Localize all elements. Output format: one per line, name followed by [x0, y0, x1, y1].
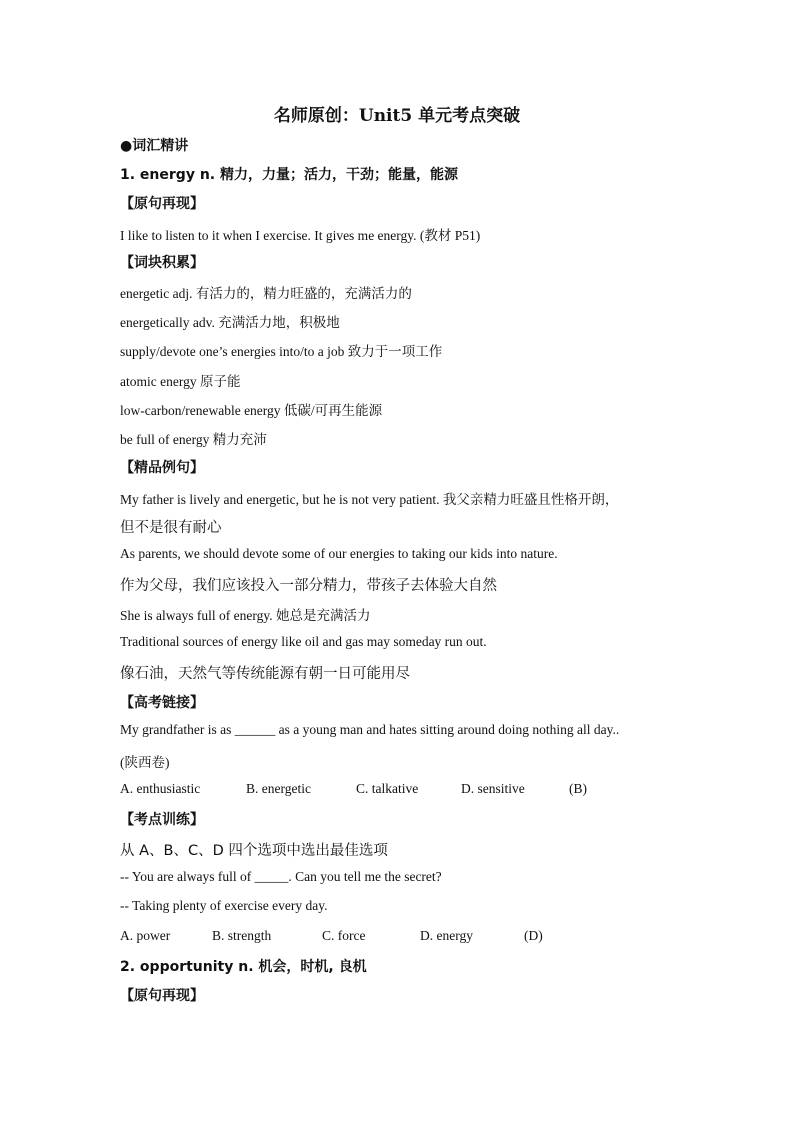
word1-gaokao-label: 【高考链接】	[120, 695, 204, 711]
cikuai-item: atomic energy 原子能	[120, 374, 241, 389]
word1-liju-label: 【精品例句】	[120, 460, 204, 476]
option-a: A. power	[120, 928, 171, 943]
kaodian-q1: -- You are always full of _____. Can you tell me the secret?	[120, 869, 442, 884]
word2-yuanju-label: 【原句再现】	[120, 988, 204, 1004]
liju-line: She is always full of energy. 她总是充满活力	[120, 608, 371, 623]
gaokao-question: My grandfather is as ______ as a young man and hates sitting around doing nothing all day..	[120, 722, 620, 737]
word1-yuanju-label: 【原句再现】	[120, 196, 204, 212]
liju-line: Traditional sources of energy like oil and gas may someday run out.	[120, 634, 487, 649]
option-d: D. sensitive	[461, 781, 525, 796]
page-title: 名师原创：Unit5 单元考点突破	[273, 106, 521, 126]
option-d: D. energy	[420, 928, 473, 943]
option-b: B. strength	[212, 928, 272, 943]
section-heading-vocab: ●词汇精讲	[120, 138, 189, 154]
word1-yuanju-text: I like to listen to it when I exercise. It gives me energy. (教材 P51)	[120, 228, 481, 243]
option-a: A. enthusiastic	[120, 781, 201, 796]
kaodian-intro: 从 A、B、C、D 四个选项中选出最佳选项	[120, 843, 388, 859]
option-c: C. talkative	[356, 781, 419, 796]
kaodian-q2: -- Taking plenty of exercise every day.	[120, 898, 328, 913]
word1-heading: 1. energy n. 精力，力量；活力，干劲；能量，能源	[120, 167, 458, 183]
word1-kaodian-label: 【考点训练】	[120, 812, 204, 828]
liju-line: As parents, we should devote some of our energies to taking our kids into nature.	[120, 546, 558, 561]
cikuai-item: energetic adj. 有活力的，精力旺盛的，充满活力的	[120, 286, 412, 301]
liju-line: My father is lively and energetic, but he is not very patient. 我父亲精力旺盛且性格开朗，	[120, 492, 619, 507]
option-c: C. force	[322, 928, 366, 943]
word2-heading: 2. opportunity n. 机会，时机, 良机	[120, 959, 367, 975]
word1-cikuai-label: 【词块积累】	[120, 255, 204, 271]
liju-line: 但不是很有耐心	[120, 520, 222, 536]
answer: (D)	[524, 928, 543, 943]
liju-line: 像石油，天然气等传统能源有朝一日可能用尽	[120, 666, 410, 682]
cikuai-item: low-carbon/renewable energy 低碳/可再生能源	[120, 403, 383, 418]
option-b: B. energetic	[246, 781, 311, 796]
answer: (B)	[569, 781, 587, 796]
cikuai-item: energetically adv. 充满活力地，积极地	[120, 315, 340, 330]
liju-line: 作为父母，我们应该投入一部分精力，带孩子去体验大自然	[120, 578, 497, 594]
cikuai-item: be full of energy 精力充沛	[120, 432, 267, 447]
cikuai-item: supply/devote one’s energies into/to a job 致力于一项工作	[120, 344, 443, 359]
gaokao-source: (陕西卷)	[120, 755, 170, 770]
